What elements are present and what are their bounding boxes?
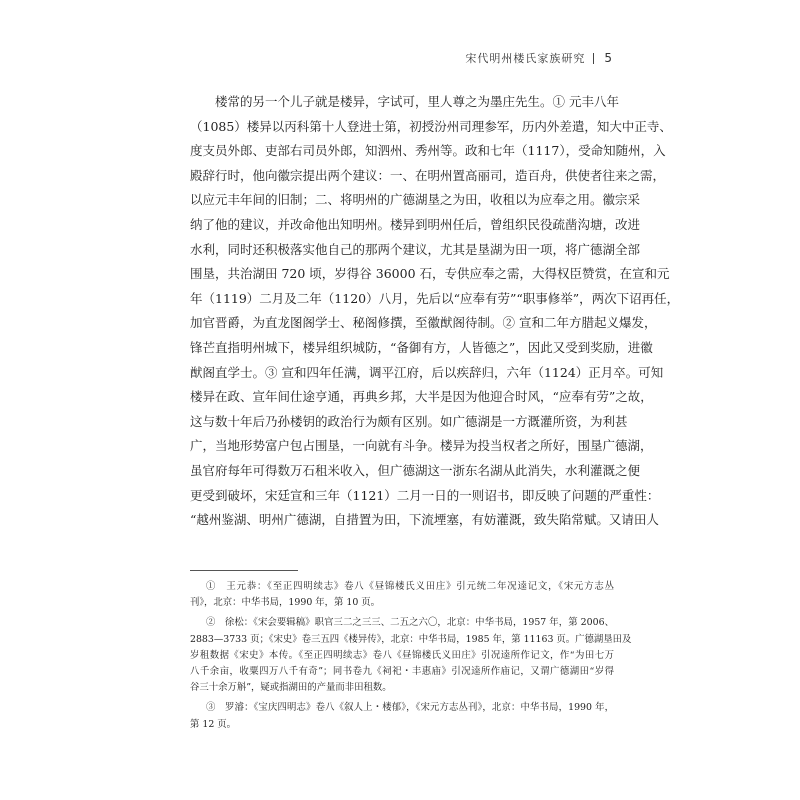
text-line: 广，当地形势富户包占围垦，一向就有斗争。楼异为投当权者之所好，围垦广德湖， (190, 438, 653, 454)
text-line: 这与数十年后乃孙楼钥的政治行为颇有区别。如广德湖是一方溉灌所资，为利甚 (190, 413, 628, 429)
text-line: 楼异在政、宣年间仕途亨通，再典乡邦，大半是因为他迎合时风，“应奉有劳”之故， (190, 389, 653, 405)
text-line: 更受到破坏，宋廷宣和三年（1121）二月一日的一则诏书，即反映了问题的严重性： (190, 487, 660, 503)
text-line: 纳了他的建议，并改命他出知明州。楼异到明州任后，曾组织民役疏凿沟塘，改进 (190, 216, 641, 232)
footnote-line: ③ 罗濬：《宝庆四明志》卷八《叙人上・楼郁》，《宋元方志丛刊》，北京：中华书局，1990 年， (206, 702, 614, 714)
text-line: 锋芒直指明州城下，楼异组织城防，“备御有方，人皆德之”，因此又受到奖励，进徽 (190, 339, 653, 355)
text-line: 殿辞行时，他向徽宗提出两个建议：一、在明州置高丽司，造百舟，供使者往来之需， (190, 167, 666, 183)
footnote-line: 第 12 页。 (190, 718, 237, 730)
text-line: （1085）楼异以丙科第十人登进士第，初授汾州司理参军，历内外差遣，知大中正寺、 (190, 118, 672, 134)
footnote-2 (190, 615, 632, 696)
header-divider (593, 53, 594, 64)
footnotes (190, 579, 632, 737)
text-line: 虽官府每年可得数万石租米收入，但广德湖这一浙东名湖从此消失，水利灌溉之便 (190, 462, 641, 478)
page-number: 5 (604, 51, 612, 65)
footnote-line: 刊》，北京：中华书局，1990 年，第 10 页。 (190, 597, 381, 609)
running-header (465, 50, 612, 66)
text-line: “越州鉴湖、明州广德湖，自措置为田，下流堙塞，有妨灌溉，致失陷常赋。又请田人 (190, 512, 659, 528)
text-line: 度支员外郎、吏部右司员外郎，知泗州、秀州等。政和七年（1117），受命知随州，入 (190, 143, 666, 159)
footnote-line: ② 徐松：《宋会要辑稿》职官三二之三三、二五之六〇，北京：中华书局，1957 年，第 2006、 (206, 617, 614, 629)
text-line: 猷阁直学士。③ 宣和四年任满，调平江府，后以疾辞归，六年（1124）正月卒。可知 (190, 364, 664, 380)
main-text (190, 90, 680, 533)
text-line: 加官晋爵，为直龙图阁学士、秘阁修撰，至徽猷阁待制。② 宣和二年方腊起义爆发， (190, 315, 657, 331)
running-header-title: 宋代明州楼氏家族研究 (465, 52, 586, 65)
footnote-line: ① 王元恭：《至正四明续志》卷八《昼锦楼氏义田庄》引元统二年况逵记文，《宋元方志丛 (206, 581, 614, 592)
footnote-line: 八千余亩，收粟四万八千有奇”；同书卷九《祠祀・丰惠庙》引况逵所作庙记，又谓广德湖田“岁得 (190, 665, 614, 677)
footnote-line: 2883—3733 页；《宋史》卷三五四《楼异传》，北京：中华书局，1985 年，第 11163 页。广德湖垦田及 (190, 633, 632, 645)
footnote-line: 岁租数据《宋史》本传。《至正四明续志》卷八《昼锦楼氏义田庄》引况逵所作记文，作“为田七万 (190, 649, 614, 661)
text-line: 围垦，共治湖田 720 顷，岁得谷 36000 石，专供应奉之需，大得权臣赞赏，在宣和元 (190, 266, 670, 282)
footnote-separator (190, 570, 298, 571)
text-line: 年（1119）二月及二年（1120）八月，先后以“应奉有劳”“职事修举”，两次下诏再任， (190, 290, 680, 306)
footnote-1 (190, 579, 614, 611)
text-line: 以应元丰年间的旧制；二、将明州的广德湖垦之为田，收租以为应奉之用。徽宗采 (190, 192, 641, 208)
footnote-3 (190, 700, 614, 732)
text-line: 楼常的另一个儿子就是楼异，字试可，里人尊之为墨庄先生。① 元丰八年 (215, 94, 619, 109)
footnote-line: 谷三十余万斛”，疑或指湖田的产量而非田租数。 (190, 682, 392, 694)
text-line: 水利，同时还积极落实他自己的那两个建议，尤其是垦湖为田一项，将广德湖全部 (190, 241, 641, 257)
